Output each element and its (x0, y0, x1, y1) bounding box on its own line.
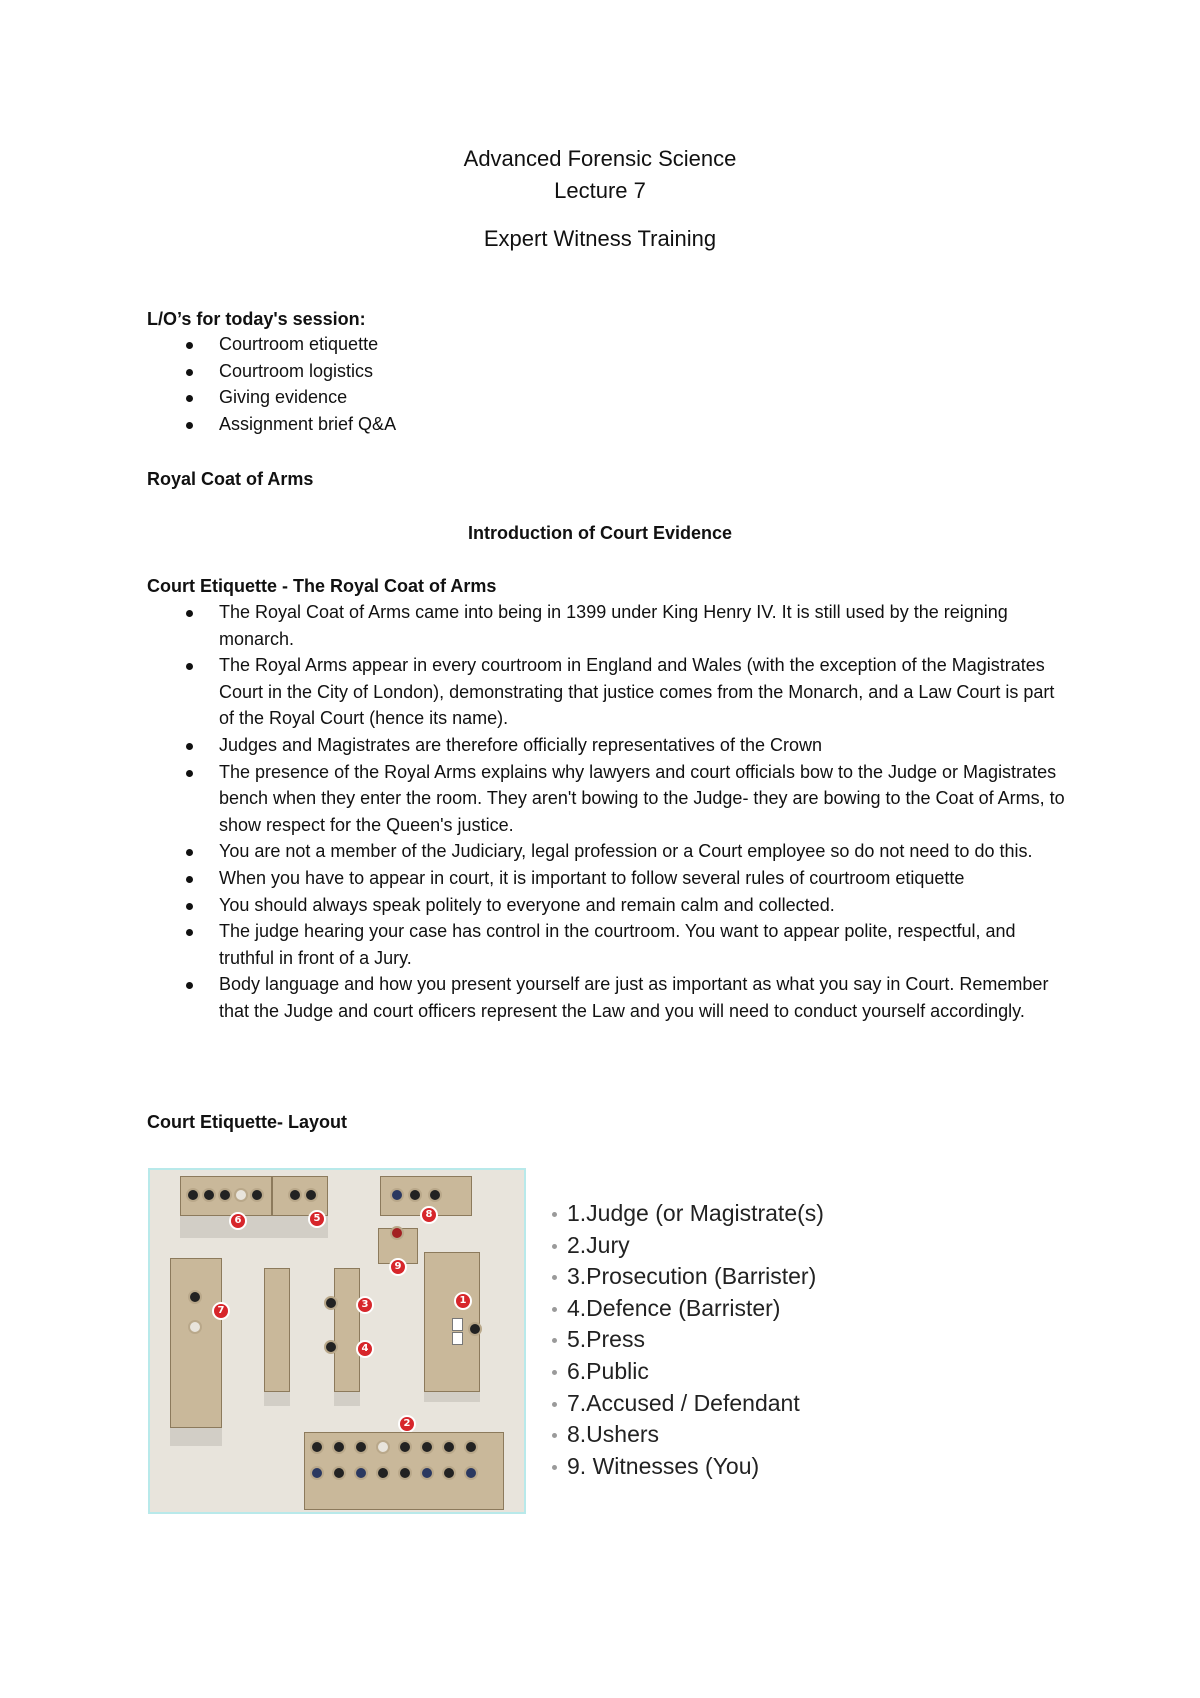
list-item: Body language and how you present yourself are just as important as what you say in Court. Remember that the Judge and court officers represent the Law and you will need to conduct yourself accordingly. (147, 971, 1067, 1024)
list-item: The judge hearing your case has control in the courtroom. You want to appear polite, respectful, and truthful in front of a Jury. (147, 918, 1067, 971)
etiquette-heading: Court Etiquette - The Royal Coat of Arms (147, 576, 497, 596)
legend-item: 7.Accused / Defendant (552, 1388, 1072, 1420)
list-item: When you have to appear in court, it is important to follow several rules of courtroom etiquette (147, 865, 1067, 892)
layout-heading: Court Etiquette- Layout (147, 1112, 347, 1132)
marker-5: 5 (308, 1210, 326, 1228)
legend-item: 8.Ushers (552, 1419, 1072, 1451)
marker-2: 2 (398, 1415, 416, 1433)
legend-item: 3.Prosecution (Barrister) (552, 1261, 1072, 1293)
legend-item: 6.Public (552, 1356, 1072, 1388)
royal-coat-heading: Royal Coat of Arms (147, 469, 314, 489)
layout-legend (552, 1198, 1072, 1482)
document-title (0, 143, 1200, 207)
courtroom-layout-diagram (148, 1168, 526, 1514)
marker-8: 8 (420, 1206, 438, 1224)
marker-9: 9 (389, 1258, 407, 1276)
legend-item: 1.Judge (or Magistrate(s) (552, 1198, 1072, 1230)
legend-item: 2.Jury (552, 1230, 1072, 1262)
list-item: Assignment brief Q&A (147, 411, 1067, 438)
legend-item: 5.Press (552, 1324, 1072, 1356)
clerk-table (264, 1268, 290, 1392)
marker-3: 3 (356, 1296, 374, 1314)
legend-item: 9. Witnesses (You) (552, 1451, 1072, 1483)
list-item: Giving evidence (147, 384, 1067, 411)
list-item: The Royal Coat of Arms came into being in 1399 under King Henry IV. It is still used by the reigning monarch. (147, 599, 1067, 652)
list-item: Courtroom etiquette (147, 331, 1067, 358)
intro-heading: Introduction of Court Evidence (468, 523, 732, 543)
list-item: The Royal Arms appear in every courtroom in England and Wales (with the exception of the Magistrates Court in the City of London), demonstrating that justice comes from the Monarch, and a Law Court is part of the Royal Court (hence its name). (147, 652, 1067, 732)
marker-1: 1 (454, 1292, 472, 1310)
etiquette-list (147, 599, 1067, 1025)
dock (170, 1258, 222, 1428)
title-line-1: Advanced Forensic Science (463, 146, 737, 171)
list-item: The presence of the Royal Arms explains why lawyers and court officials bow to the Judge or Magistrates bench when they enter the room. They aren't bowing to the Judge- they are bowing to the Coat of Arms, to show respect for the Queen's justice. (147, 759, 1067, 839)
title-line-2: Lecture 7 (554, 178, 646, 203)
list-item: You should always speak politely to everyone and remain calm and collected. (147, 892, 1067, 919)
counsel-bench (334, 1268, 360, 1392)
document-subtitle: Expert Witness Training (483, 226, 717, 251)
marker-6: 6 (229, 1212, 247, 1230)
legend-item: 4.Defence (Barrister) (552, 1293, 1072, 1325)
marker-4: 4 (356, 1340, 374, 1358)
list-item: Courtroom logistics (147, 358, 1067, 385)
marker-7: 7 (212, 1302, 230, 1320)
learning-outcomes-list (147, 331, 1067, 437)
list-item: You are not a member of the Judiciary, legal profession or a Court employee so do not need to do this. (147, 838, 1067, 865)
learning-outcomes-heading: L/O’s for today's session: (147, 309, 366, 329)
list-item: Judges and Magistrates are therefore officially representatives of the Crown (147, 732, 1067, 759)
